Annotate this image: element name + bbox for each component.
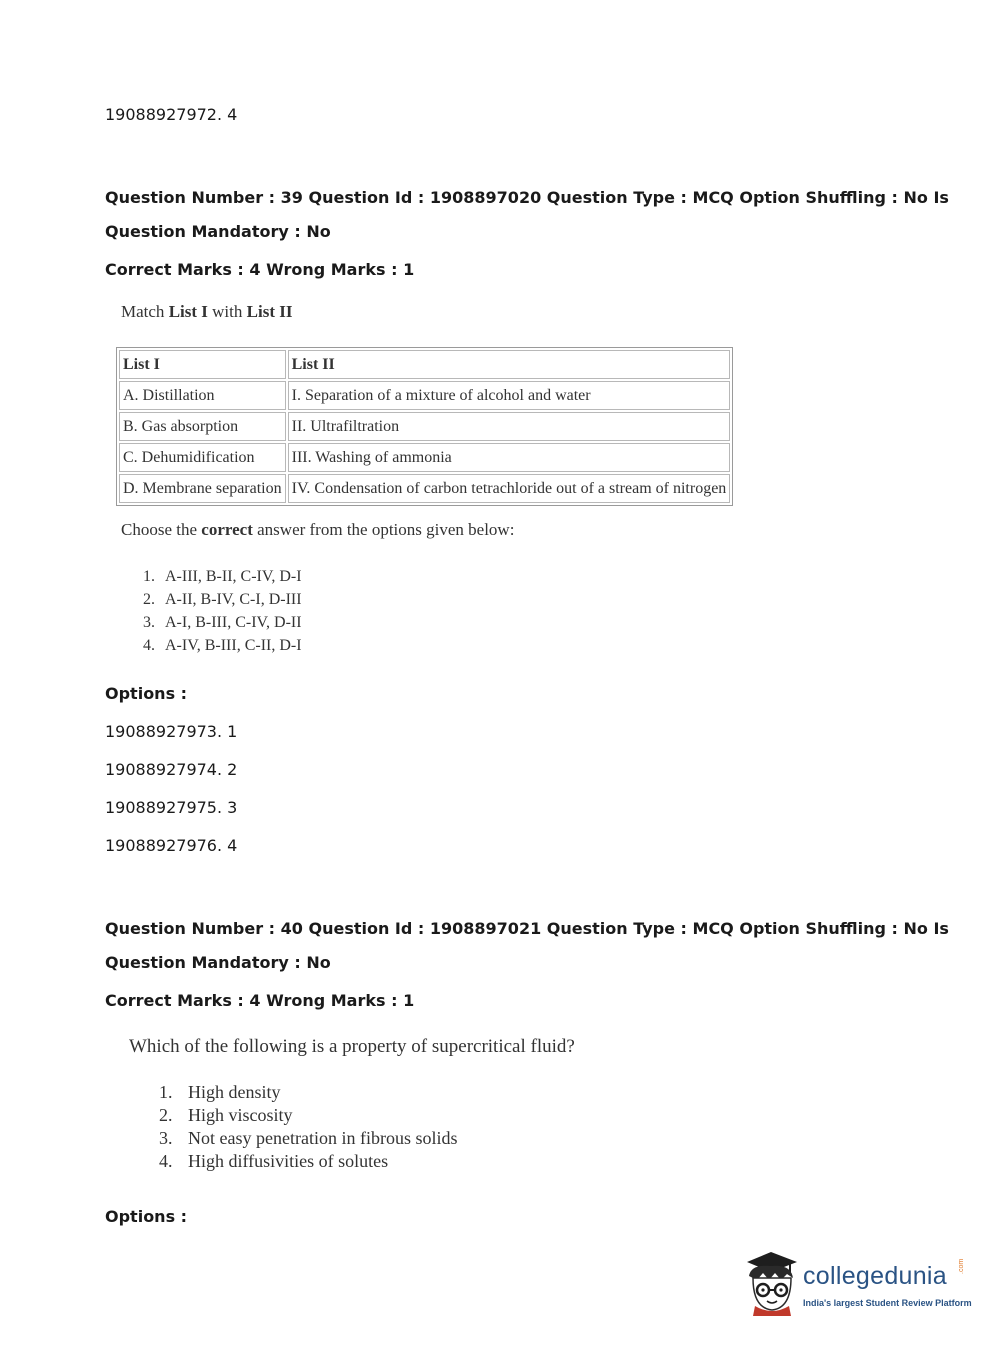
q40-options-label: Options : bbox=[105, 1207, 188, 1226]
q40-choice-list bbox=[159, 1081, 457, 1173]
table-row bbox=[119, 443, 730, 472]
choice-number: 2. bbox=[159, 1105, 173, 1125]
list-item bbox=[159, 1081, 457, 1104]
q39-prompt-list2: List II bbox=[246, 302, 293, 321]
choice-text: High diffusivities of solutes bbox=[188, 1151, 389, 1171]
q40-header-line2: Question Mandatory : No bbox=[105, 953, 331, 972]
choice-number: 3. bbox=[159, 1128, 173, 1148]
list-item bbox=[159, 1104, 457, 1127]
list-item bbox=[159, 1127, 457, 1150]
table-cell: C. Dehumidification bbox=[119, 443, 286, 472]
q39-options-label: Options : bbox=[105, 684, 188, 703]
list-item bbox=[143, 565, 302, 588]
q40-marks: Correct Marks : 4 Wrong Marks : 1 bbox=[105, 991, 415, 1010]
q39-prompt-prefix: Match bbox=[121, 302, 169, 321]
q39-choice-list bbox=[143, 565, 302, 657]
list-item bbox=[159, 1150, 457, 1173]
option-item: 19088927975. 3 bbox=[105, 798, 238, 817]
student-mascot-icon bbox=[741, 1248, 803, 1320]
q39-prompt-mid: with bbox=[207, 302, 247, 321]
choice-text: A-II, B-IV, C-I, D-III bbox=[165, 591, 302, 608]
list-item bbox=[143, 588, 302, 611]
table-row bbox=[119, 474, 730, 503]
list-item bbox=[143, 634, 302, 657]
choice-text: A-I, B-III, C-IV, D-II bbox=[165, 614, 302, 631]
q39-header-line1: Question Number : 39 Question Id : 1908897020 Question Type : MCQ Option Shuffling : No Is bbox=[105, 188, 949, 207]
table-header-cell: List I bbox=[119, 350, 286, 379]
previous-answer-option: 19088927972. 4 bbox=[105, 105, 238, 124]
table-cell: D. Membrane separation bbox=[119, 474, 286, 503]
choice-text: A-IV, B-III, C-II, D-I bbox=[165, 637, 302, 654]
table-cell: B. Gas absorption bbox=[119, 412, 286, 441]
choice-number: 1. bbox=[159, 1082, 173, 1102]
choice-number: 3. bbox=[143, 614, 155, 631]
table-header-cell: List II bbox=[288, 350, 731, 379]
choose-prefix: Choose the bbox=[121, 520, 202, 539]
table-cell: II. Ultrafiltration bbox=[288, 412, 731, 441]
choice-number: 1. bbox=[143, 568, 155, 585]
q40-header-line1: Question Number : 40 Question Id : 1908897021 Question Type : MCQ Option Shuffling : No Is bbox=[105, 919, 949, 938]
choice-number: 4. bbox=[159, 1151, 173, 1171]
logo-tagline: India's largest Student Review Platform bbox=[803, 1298, 972, 1308]
choose-bold: correct bbox=[201, 520, 253, 539]
option-item: 19088927974. 2 bbox=[105, 760, 238, 779]
table-row bbox=[119, 381, 730, 410]
list-item bbox=[143, 611, 302, 634]
q39-header-line2: Question Mandatory : No bbox=[105, 222, 331, 241]
choice-text: High density bbox=[188, 1082, 281, 1102]
choice-number: 4. bbox=[143, 637, 155, 654]
q39-prompt-list1: List I bbox=[168, 302, 208, 321]
logo-com-suffix: .com bbox=[958, 1258, 965, 1274]
match-table bbox=[116, 347, 733, 506]
q39-marks: Correct Marks : 4 Wrong Marks : 1 bbox=[105, 260, 415, 279]
table-row bbox=[119, 412, 730, 441]
choice-text: A-III, B-II, C-IV, D-I bbox=[165, 568, 302, 585]
q39-prompt bbox=[121, 302, 292, 322]
choose-suffix: answer from the options given below: bbox=[252, 520, 515, 539]
option-item: 19088927976. 4 bbox=[105, 836, 238, 855]
choice-text: High viscosity bbox=[188, 1105, 293, 1125]
choice-text: Not easy penetration in fibrous solids bbox=[188, 1128, 458, 1148]
q40-prompt: Which of the following is a property of supercritical fluid? bbox=[129, 1036, 575, 1057]
table-cell: A. Distillation bbox=[119, 381, 286, 410]
table-cell: I. Separation of a mixture of alcohol and water bbox=[288, 381, 731, 410]
q39-choose-instruction bbox=[121, 520, 514, 540]
choice-number: 2. bbox=[143, 591, 155, 608]
table-cell: III. Washing of ammonia bbox=[288, 443, 731, 472]
table-header-row bbox=[119, 350, 730, 379]
table-cell: IV. Condensation of carbon tetrachloride out of a stream of nitrogen bbox=[288, 474, 731, 503]
logo-wordmark: collegedunia bbox=[803, 1262, 947, 1290]
option-item: 19088927973. 1 bbox=[105, 722, 238, 741]
